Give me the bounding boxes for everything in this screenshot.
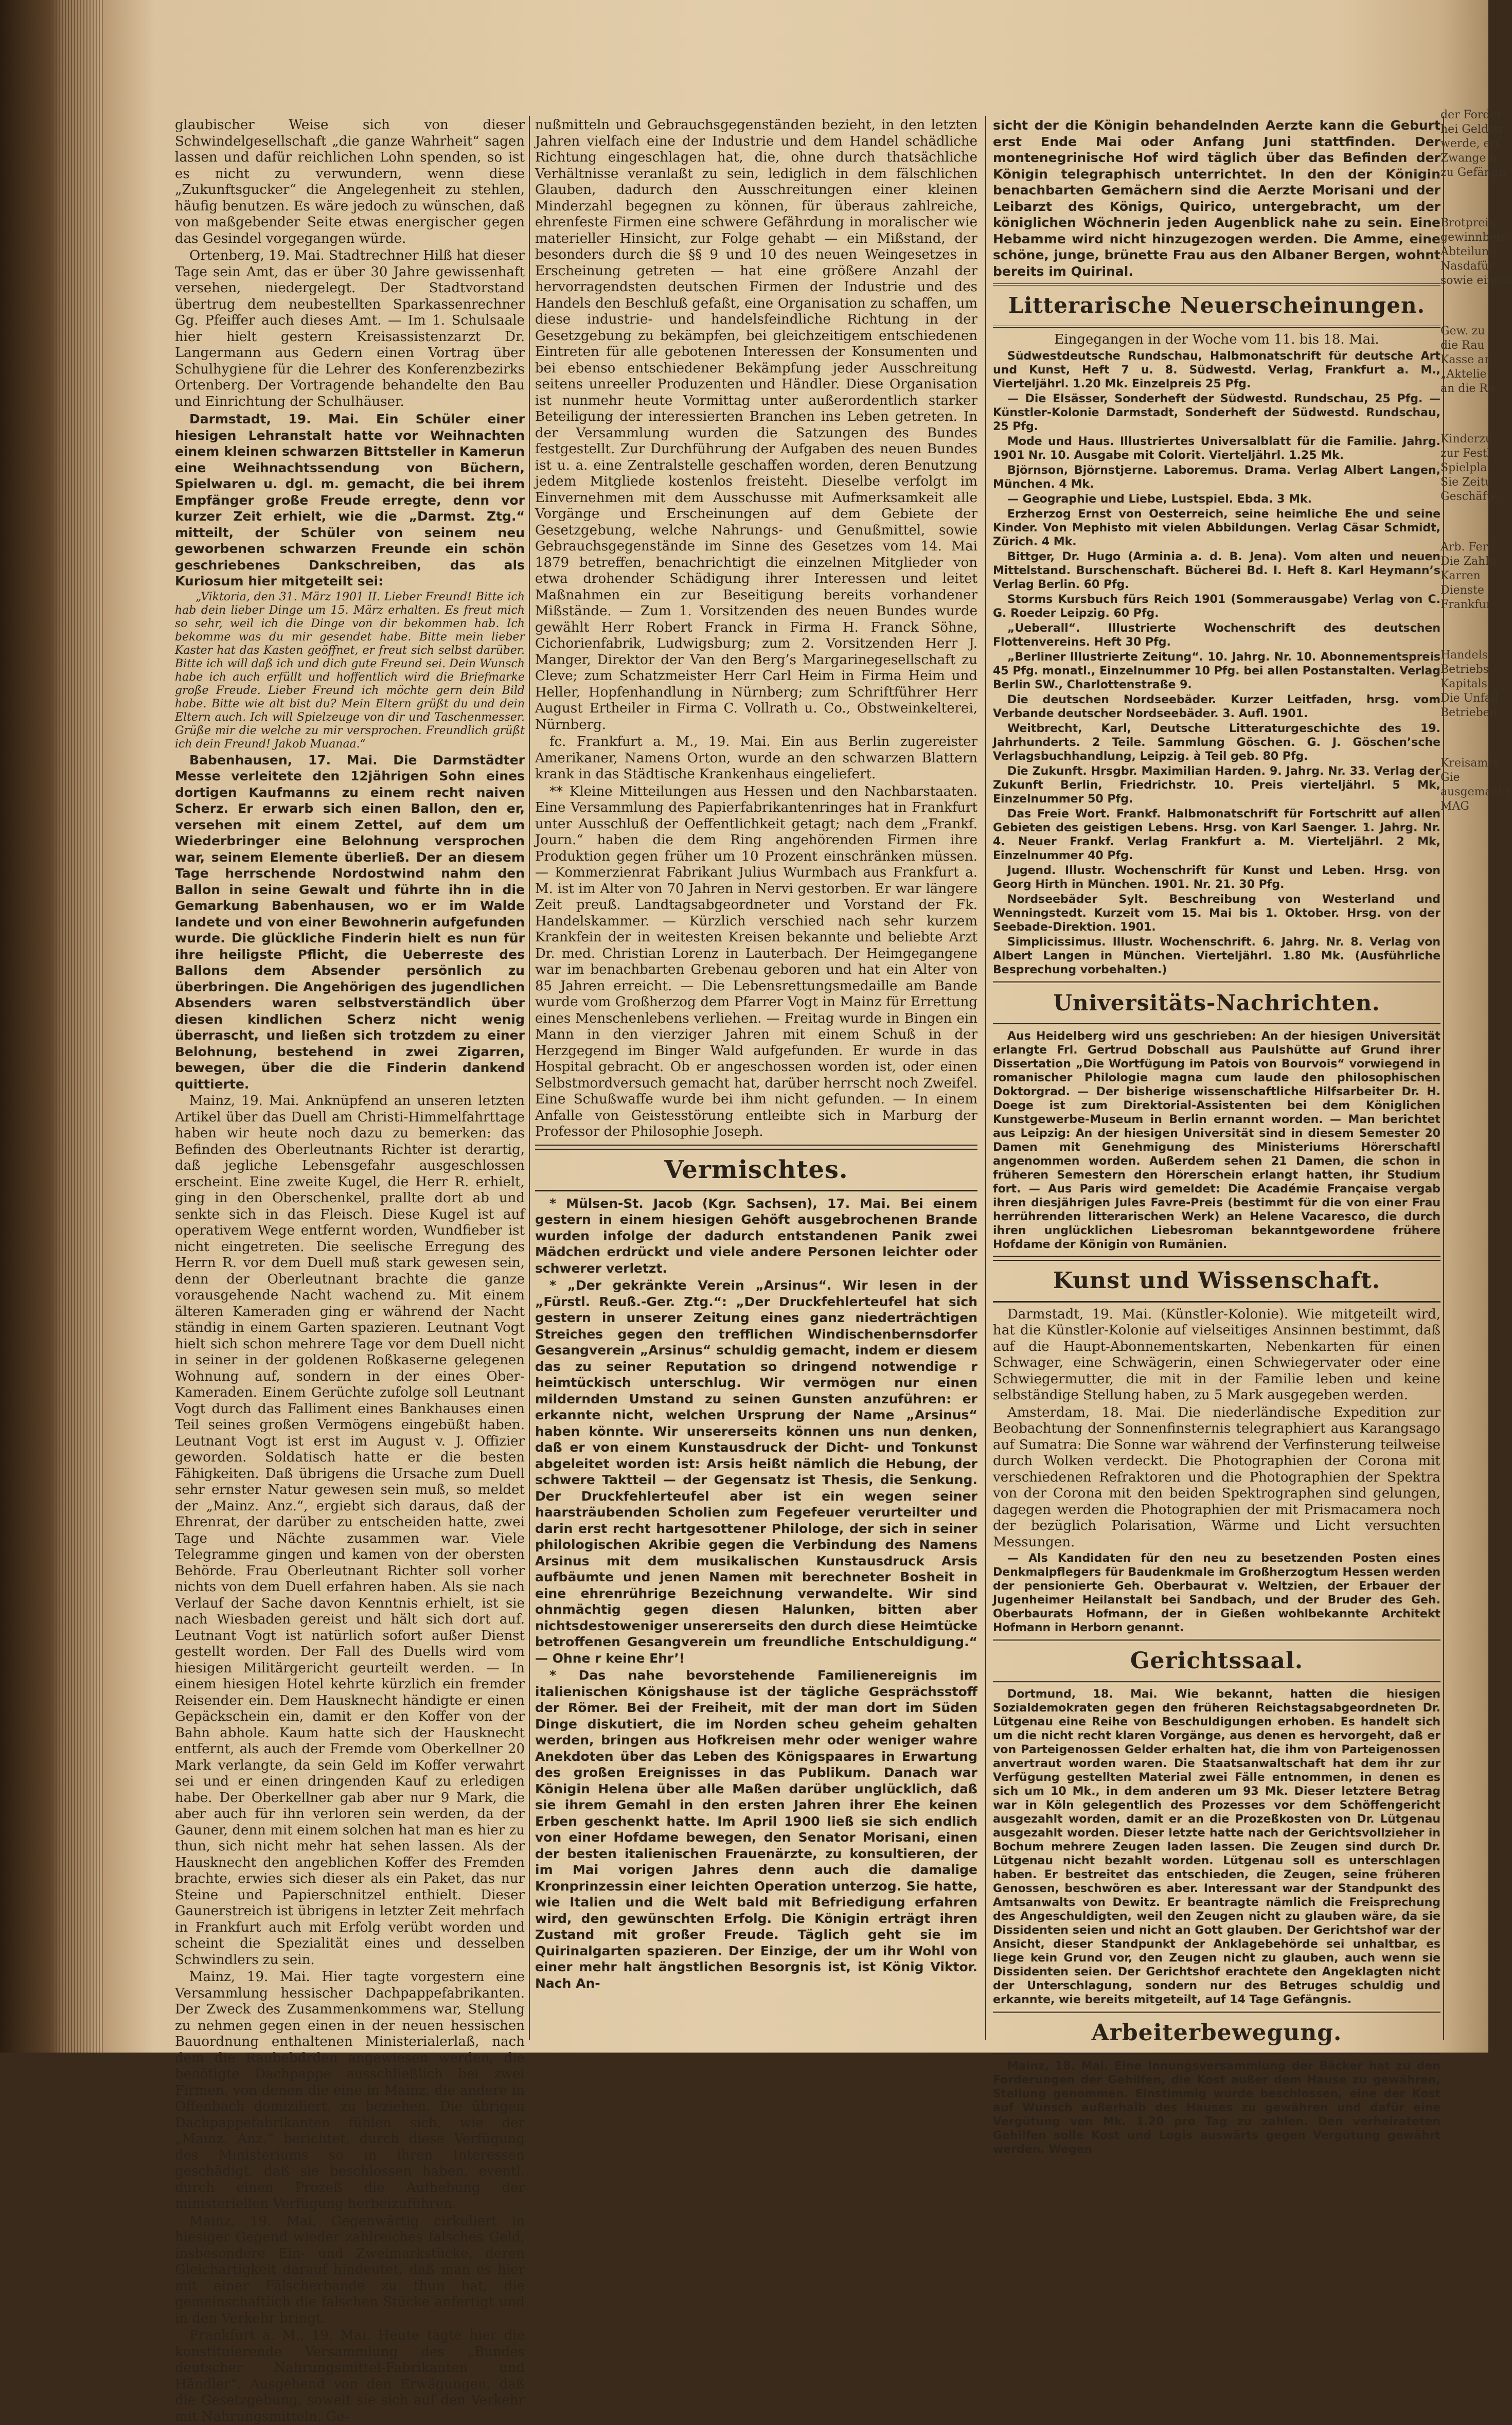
edge-fragment: werde, erf xyxy=(1440,137,1500,150)
section-heading-box xyxy=(993,1639,1440,1683)
article-paragraph: Dortmund, 18. Mai. Wie bekannt, hatten die hiesigen Sozialdemokraten gegen den früheren Reichstagsabgeordneten Dr. Lütgenau eine Reihe von Beschuldigungen erhoben. Es handelt sich um die nicht recht klaren Vorgänge, aus denen es hervorgeht, daß er von Parteigenossen Gelder erhalten hat, die ihm von Parteigenossen anvertraut worden waren. Die Staatsanwaltschaft hat dem ihr zur Verfügung gestellten Material zwei Fälle entnommen, in denen es sich um 10 Mk., in dem anderen um 93 Mk. Dieser letztere Betrag war in Köln gelegentlich des Prozesses vor dem Schöffengericht ausgezahlt worden, damit er an die Prozeßkosten von Dr. Lütgenau ausgezahlt worden. Dieser letzte hatte nach der Gerichtsvollzieher in Bochum mehrere Zeugen laden lassen. Die Zeugen sind durch Dr. Lütgenau nicht bezahlt worden. Lütgenau soll es unterschlagen haben. Er bestreitet das entschieden, die Zeugen, seine früheren Genossen, beschwören es aber. Interessant war der Standpunkt des Amtsanwalts von Dewitz. Er beantragte nämlich die Freisprechung des Angeschuldigten, weil den Zeugen nicht zu glauben wäre, da sie Dissidenten seien und nicht an Gott glauben. Der Gerichtshof war der Ansicht, dieser Standpunkt der Anklagebehörde sei unhaltbar, es liege kein Grund vor, den Zeugen nicht zu glauben, auch wenn sie Dissidenten seien. Der Gerichtshof erachtete den Angeklagten nicht der Unterschlagung, sondern nur des Betruges schuldig und erkannte, wie bereits mitgeteilt, auf 14 Tage Gefängnis. xyxy=(993,1688,1440,2006)
listing-entry: Das Freie Wort. Frankf. Halbmonatschrift für Fortschritt auf allen Gebieten des geistigen Lebens. Hrsg. von Karl Saenger. 1. Jahrg. Nr. 4. Neuer Frankf. Verlag Frankfurt a. M. Vierteljährl. 2 Mk, Einzelnummer 40 Pfg. xyxy=(993,807,1440,862)
article-paragraph: Frankfurt a. M., 19. Mai. Heute tagte hier die konstituierende Versammlung des „Bundes deutscher Nahrungsmittel-Fabrikanten und Händler“. Ausgehend von den Erwägungen, daß die Gesetzgebung, soweit sie sich auf den Verkehr mit Nahrungsmitteln, Ge- xyxy=(175,2328,525,2424)
section-heading-gerichtssaal: Gerichtssaal. xyxy=(1130,1648,1304,1674)
listing-entry: Die Zukunft. Hrsgbr. Maximilian Harden. 9. Jahrg. Nr. 33. Verlag der Zukunft Berlin, Friedrichstr. 10. Preis vierteljährl. 5 Mk, Einzelnummer 50 Pfg. xyxy=(993,764,1440,806)
quoted-letter: „Viktoria, den 31. März 1901 II. Lieber Freund! Bitte ich hab dein lieber Dinge um 15. März erhalten. Es freut mich so sehr, weil ich die Dinge von dir bekommen hab. Ich bekomme was du mir gesendet habe. Bitte mein lieber Kaster hat das Kasten geöffnet, er freut sich selbst darüber. Bitte ich will daß ich und dich gute Freund sei. Dein Wunsch habe ich auch erfüllt und hoffentlich wird die Briefmarke große Freude. Lieber Freund ich möchte gern dein Bild habe. Bitte wie alt bist du? Mein Eltern grüßt du und dein Eltern auch. Ich will Spielzeuge von dir und Taschenmesser. Grüße mir die welche zu mir versprochen. Freundlich grüßt ich dein Freund! Jakob Muanaa.“ xyxy=(175,590,525,751)
edge-fragment: Die Zahlu xyxy=(1440,555,1497,568)
article-paragraph: sicht der die Königin behandelnden Aerzte kann die Geburt erst Ende Mai oder Anfang Juni stattfinden. Der montenegrinische Hof wird täglich über das Befinden der Königin telegraphisch unterrichtet. In den der Königin benachbarten Gemächern sind die Aerzte Morisani und der Leibarzt des Königs, Quirico, untergebracht, um der königlichen Wöchnerin jeden Augenblick nahe zu sein. Eine Hebamme wird nicht hinzugezogen werden. Die Amme, eine schöne, junge, brünette Frau aus den Albaner Bergen, wohnt bereits im Quirinal. xyxy=(993,118,1440,279)
section-heading-kunst: Kunst und Wissenschaft. xyxy=(1053,1267,1381,1294)
listing-entry: Mode und Haus. Illustriertes Universalblatt für die Familie. Jahrg. 1901 Nr. 10. Ausgabe mit Colorit. Vierteljährl. 1.25 Mk. xyxy=(993,435,1440,462)
edge-fragment: an die Re xyxy=(1440,382,1495,395)
listing-entry: Erzherzog Ernst von Oesterreich, seine heimliche Ehe und seine Kinder. Von Mephisto mit vielen Abbildungen. Verlag Cäsar Schmidt, Zürich. 4 Mk. xyxy=(993,507,1440,548)
edge-fragment: Kinderzu xyxy=(1440,433,1493,445)
article-paragraph: * „Der gekränkte Verein „Arsinus“. Wir lesen in der „Fürstl. Reuß.-Ger. Ztg.“: „Der Druckfehlerteufel hat sich gestern in unserer Zeitung eines ganz niederträchtigen Streiches gegen den trefflichen Windischenbernsdorfer Gesangverein „Arsinus“ schuldig gemacht, indem er diesem das zu seiner Reputation so dringend notwendige r heimtückisch unterschlug. Wir vermögen nur einen mildernden Umstand zu seinen Gunsten anzuführen: er erkannte nicht, welchen Ursprung der Name „Arsinus“ haben könnte. Wir unsererseits können uns nun denken, daß er von einem Kunstausdruck der Dicht- und Tonkunst abgeleitet worden ist: Arsis heißt nämlich die Hebung, der schwere Taktteil — der Gegensatz ist Thesis, die Senkung. Der Druckfehlerteufel aber ist ein wegen seiner haarsträubenden Scholien zum Fegefeuer verurteilter und darin erst recht hartgesottener Philologe, der sich in seiner philologischen Akribie gegen die Verbindung des Namens Arsinus mit dem musikalischen Kunstausdruck Arsis aufbäumte und jenen Namen mit berechneter Bosheit in eine ehrenrührige Bezeichnung verwandelte. Wir sind ohnmächtig gegen diesen Halunken, bitten aber nichtsdestoweniger unsererseits den durch diese Heimtücke betroffenen Gesangverein um freundliche Entschuldigung.“ — Ohne r keine Ehr’! xyxy=(535,1278,977,1666)
edge-fragment: die Rau xyxy=(1440,339,1485,352)
article-paragraph: * Mülsen-St. Jacob (Kgr. Sachsen), 17. Mai. Bei einem gestern in einem hiesigen Gehöft ausgebrochenen Brande wurden infolge der dadurch entstandenen Panik zwei Mädchen erdrückt und viele andere Personen leichter oder schwerer verletzt. xyxy=(535,1196,977,1276)
edge-fragment: der Forder xyxy=(1440,109,1503,121)
listing-entry: Bittger, Dr. Hugo (Arminia a. d. B. Jena). Vom alten und neuen Mittelstand. Burschenschaft. Bücherei Bd. I. Heft 8. Karl Heymann’s Verlag Berlin. 60 Pfg. xyxy=(993,550,1440,591)
article-paragraph: fc. Frankfurt a. M., 19. Mai. Ein aus Berlin zugereister Amerikaner, Namens Orton, wurde an den schwarzen Blattern krank in das Städtische Krankenhaus eingeliefert. xyxy=(535,734,977,782)
article-paragraph: ** Kleine Mitteilungen aus Hessen und den Nachbarstaaten. Eine Versammlung des Papierfabrikantenringes hat in Frankfurt unter Ausschluß der Oeffentlichkeit getagt; nach dem „Frankf. Journ.“ haben die dem Ring angehörenden Firmen ihre Produktion gegen früher um 10 Prozent einschränken müssen. — Kommerzienrat Fabrikant Julius Wurmbach aus Frankfurt a. M. ist im Alter von 70 Jahren in Nervi gestorben. Er war längere Zeit preuß. Landtagsabgeordneter und Vorstand der Fk. Handelskammer. — Kürzlich verschied nach sehr kurzem Krankfein der in weitesten Kreisen bekannte und beliebte Arzt Dr. med. Christian Lorenz in Lauterbach. Der Heimgegangene war im benachbarten Grebenau geboren und hat ein Alter von 85 Jahren erreicht. — Die Lebensrettungsmedaille am Bande wurde vom Großherzog dem Pfarrer Vogt in Mainz für Errettung eines Menschenlebens verliehen. — Freitag wurde in Bingen ein Mann in den vierziger Jahren mit einem Schuß in der Herzgegend im Binger Wald aufgefunden. Er wurde in das Hospital gebracht. Ob er angeschossen worden ist, oder einen Selbstmordversuch gemacht hat, darüber herrscht noch Zweifel. Eine Schußwaffe wurde bei ihm nicht gefunden. — In einem Anfalle von Geistesstörung entleibte sich in Marburg der Professor der Philosophie Joseph. xyxy=(535,783,977,1139)
section-heading-box xyxy=(993,981,1440,1025)
edge-fragment: zu Gefängn xyxy=(1440,166,1506,179)
article-paragraph: — Als Kandidaten für den neu zu besetzenden Posten eines Denkmalpflegers für Baudenkmale im Großherzogtum Hessen werden der pensionierte Geh. Oberbaurat v. Weltzien, der Erbauer der Jugenheimer Heilanstalt bei Sandbach, und der Bruder des Geh. Oberbaurats Hofmann, der in Gießen wohlbekannte Architekt Hofmann in Herborn genannt. xyxy=(993,1552,1440,1634)
edge-fragment: Handels xyxy=(1440,649,1488,662)
edge-fragment: Brotpreis xyxy=(1440,217,1495,229)
listing-entry: „Ueberall“. Illustrierte Wochenschrift des deutschen Flottenvereins. Heft 30 Pfg. xyxy=(993,621,1440,649)
article-paragraph: Mainz, 19. Mai. Hier tagte vorgestern eine Versammlung hessischer Dachpappefabrikanten. Der Zweck des Zusammenkommens war, Stellung zu nehmen gegen einen in der neuen hessischen Bauordnung enthaltenen Ministerialerlaß, nach dem die Raubebdrden angewiesen werden, die benötigte Dachpappe ausschließlich bei zwei Firmen, von denen die eine in Mainz, die andere in Offenbach domiziliert, zu beziehen. Die übrigen Dachpappefabrikanten fühlen sich, wie der „Mainz. Anz.“ berichtet, durch diese Verfügung des Ministeriums so in ihren Interessen geschädigt, daß sie beschlossen haben, eventl. durch einen Prozeß die Aufhebung der ministeriellen Verfügung herbeizuführen. xyxy=(175,1969,525,2212)
edge-fragment: MAG xyxy=(1440,800,1469,813)
edge-fragment: Nasdafür xyxy=(1440,260,1494,273)
edge-fragment: Frankfur xyxy=(1440,598,1492,611)
article-paragraph: Amsterdam, 18. Mai. Die niederländische Expedition zur Beobachtung der Sonnenfinsternis telegraphiert aus Karangsago auf Sumatra: Die Sonne war während der Verfinsterung teilweise durch Wolken verdeckt. Die Photographien der Corona mit verschiedenen Refraktoren und die Photographien der Spektra von der Corona mit den beiden Spektrographen sind gelungen, dagegen werden die Photographien der mit Prismacamera noch der bezüglich Polarisation, Wärme und Licht versuchten Messungen. xyxy=(993,1404,1440,1550)
listing-entry: — Geographie und Liebe, Lustspiel. Ebda. 3 Mk. xyxy=(1007,492,1312,506)
edge-fragment: Betrieben xyxy=(1440,706,1497,719)
edge-fragment: Kapitals xyxy=(1440,677,1487,690)
article-paragraph: nußmitteln und Gebrauchsgegenständen bezieht, in den letzten Jahren vielfach eine der Industrie und dem Handel schädliche Richtung eingeschlagen hat, die, ohne durch thatsächliche Verhältnisse veranlaßt zu sein, lediglich in dem fälschlichen Glauben, dadurch den Ausschreitungen einer kleinen Minderzahl begegnen zu können, für überaus zahlreiche, ehrenfeste Firmen eine schwere Gefährdung in moralischer wie materieller Hinsicht, zur Folge gehabt — ein Mißstand, der besonders durch die §§ 9 und 10 des neuen Weingesetzes in Erscheinung getreten — hat eine größere Anzahl der hervorragendsten deutschen Firmen der Industrie und des Handels den Beschluß gefaßt, eine Organisation zu schaffen, um diese industrie- und handelsfeindliche Richtung in der Gesetzgebung zu bekämpfen, bei gleichzeitigem entschiedenen Eintreten für alle gebotenen Interessen der Konsumenten und bei ebenso entschiedener Bekämpfung jeder Ausschreitung seitens unreeller Produzenten und Händler. Diese Organisation ist nunmehr heute Vormittag unter außerordentlich starker Beteiligung der interessierten Branchen ins Leben getreten. In der Versammlung wurden die Satzungen des Bundes festgestellt. Zur Durchführung der Aufgaben des neuen Bundes ist u. a. eine Zentralstelle geschaffen worden, deren Benutzung jedem Mitgliede kostenlos freisteht. Dieselbe verfolgt im Einvernehmen mit dem Ausschusse mit Aufmerksamkeit alle Vorgänge und Erscheinungen auf dem Gebiete der Gesetzgebung, welche Nahrungs- und Genußmittel, sowie Gebrauchsgegenstände im Sinne des Gesetzes vom 14. Mai 1879 betreffen, benachrichtigt die einzelnen Mitglieder von etwa drohender Schädigung ihrer Interessen und leitet Maßnahmen ein zur Beseitigung bereits vorhandener Mißstände. — Zum 1. Vorsitzenden des neuen Bundes wurde gewählt Herr Robert Franck in Firma H. Franck Söhne, Cichorienfabrik, Ludwigsburg; zum 2. Vorsitzenden Herr J. Manger, Direktor der Van den Berg’s Margarinegesellschaft zu Cleve; zum Schatzmeister Herr Carl Heim in Firma Heim und Heller, Hopfenhandlung in Nürnberg; zum Schriftführer Herr August Ertheiler in Firma C. Vollrath u. Co., Obstweinkelterei, Nürnberg. xyxy=(535,117,977,733)
listing-entry: — Die Elsässer, Sonderheft der Südwestd. Rundschau, 25 Pfg. — Künstler-Kolonie Darmstadt, Sonderheft der Südwestd. Rundschau, 25 Pfg. xyxy=(993,392,1440,433)
article-paragraph: Mainz, 18. Mai. Eine Innungsversammlung der Bäcker hat zu den Forderungen der Gehilfen, die Kost außer dem Hause zu gewähren, Stellung genommen. Einstimmig wurde beschlossen, eine der Kost auf Wunsch außerhalb des Hauses zu gewähren und dafür eine Vergütung von Mk. 1.20 pro Tag zu zahlen. Den verheirateten Gehilfen solle Kost und Logis auswärts gegen Vergütung gewährt werden. Wegen xyxy=(993,2060,1440,2156)
edge-fragment: gewinnbetr xyxy=(1440,231,1506,244)
article-paragraph: glaubischer Weise sich von dieser Schwindelgesellschaft „die ganze Wahrheit“ sagen lassen und dafür reichlichen Lohn spenden, so ist es nicht zu verwundern, wenn diese „Zukunftsgucker“ die Angelegenheit zu stehlen, häufig benutzen. Es wäre jedoch zu wünschen, daß von maßgebender Seite etwas energischer gegen das Gesindel vorgegangen würde. xyxy=(175,117,525,246)
edge-fragment: Geschäfte xyxy=(1440,490,1498,503)
edge-fragment: Sie Zeitu xyxy=(1440,476,1492,489)
article-paragraph: Mainz, 19. Mai. Gegenwärtig cirkuliert in hiesiger Gegend wieder zahlreiches falsches Geld, insbesondere Ein- und Zweimarkstücke, deren Gleichartigkeit darauf hindeutet, daß man es hier mit einer Fälscherbande zu thun hat, die gemeinschaftlich die falschen Stücke anfertigt und in den Verkehr bringt. xyxy=(175,2213,525,2326)
article-paragraph: * Das nahe bevorstehende Familienereignis im italienischen Königshause ist der tägliche Gesprächsstoff der Römer. Bei der Freiheit, mit der man dort im Süden Dinge diskutiert, die im Norden scheu geheim gehalten werden, bringen aus Hofkreisen mehr oder weniger wahre Anekdoten über das Leben des Königspaares in Erwartung des großen Ereignisses in das Publikum. Danach war Königin Helena über alle Maßen darüber unglücklich, daß sie ihrem Gemahl in den ersten Jahren ihrer Ehe keinen Erben geschenkt hatte. Im April 1900 ließ sie sich endlich von einer Hofdame bewegen, den Senator Morisani, einen der besten italienischen Frauenärzte, zu konsultieren, der im Mai vorigen Jahres denn auch die damalige Kronprinzessin einer leichten Operation unterzog. Sie hatte, wie Italien und die Welt bald mit Befriedigung erfahren wird, den gewünschten Erfolg. Die Königin erträgt ihren Zustand mit großer Freude. Täglich geht sie im Quirinalgarten spazieren. Der Einzige, der um ihr Wohl von einer mehr halt ängstlichen Besorgnis ist, ist König Viktor. Nach An- xyxy=(535,1668,977,1991)
edge-fragment: Dienste xyxy=(1440,584,1485,597)
listing-entry: Nordseebäder Sylt. Beschreibung von Westerland und Wenningstedt. Kurzeit vom 15. Mai bis 1. Oktober. Hrsg. von der Seebade-Direktion. 1901. xyxy=(993,893,1440,934)
book-binding xyxy=(0,0,62,2053)
listing-entry: Südwestdeutsche Rundschau, Halbmonatschrift für deutsche Art und Kunst, Heft 7 u. 8. Südwestd. Verlag, Frankfurt a. M., Vierteljährl. 1.20 Mk. Einzelpreis 25 Pfg. xyxy=(993,349,1440,390)
edge-fragment: Die Unfall xyxy=(1440,692,1499,705)
section-heading-box xyxy=(993,283,1440,328)
column-divider xyxy=(985,116,986,2040)
listing-entry: Storms Kursbuch fürs Reich 1901 (Sommerausgabe) Verlag von C. G. Roeder Leipzig. 60 Pfg. xyxy=(993,593,1440,620)
listing-entry: Jugend. Illustr. Wochenschrift für Kunst und Leben. Hrsg. von Georg Hirth in München. 1901. Nr. 21. 30 Pfg. xyxy=(993,864,1440,891)
edge-fragment: Gew. zu xyxy=(1440,325,1485,337)
listing-entry: Die deutschen Nordseebäder. Kurzer Leitfaden, hrsg. vom Verbande deutscher Nordseebäder. 3. Aufl. 1901. xyxy=(993,693,1440,720)
article-paragraph: Babenhausen, 17. Mai. Die Darmstädter Messe verleitete den 12jährigen Sohn eines dortigen Kaufmanns zu einem recht naiven Scherz. Er erwarb sich einen Ballon, den er, versehen mit einem Zettel, auf dem um Wiederbringer eine Belohnung versprochen war, seinem Elemente überließ. Der an diesem Tage herrschende Nordostwind nahm den Ballon in seine Gewalt und führte ihn in die Gemarkung Babenhausen, wo er im Walde landete und von einer Bewohnerin aufgefunden wurde. Die glückliche Finderin hielt es nun für ihre heiligste Pflicht, die Ueberreste des Ballons dem Absender persönlich zu überbringen. Die Angehörigen des jugendlichen Absenders waren selbstverständlich über diesen kindlichen Scherz nicht wenig überrascht, und ließen sich trotzdem zu einer Belohnung, bestehend in zwei Zigarren, bewegen, über die die Finderin dankend quittierte. xyxy=(175,752,525,1092)
listing-entry: Björnson, Björnstjerne. Laboremus. Drama. Verlag Albert Langen, München. 4 Mk. xyxy=(993,463,1440,491)
section-heading-litterarische: Litterarische Neuerscheinungen. xyxy=(1008,293,1426,318)
section-rule xyxy=(993,1301,1440,1303)
article-paragraph: Darmstadt, 19. Mai. Ein Schüler einer hiesigen Lehranstalt hatte vor Weihnachten einem kleinen schwarzen Bittsteller in Kamerun eine Weihnachtssendung von Büchern, Spielwaren u. dgl. m. gemacht, die bei ihrem Empfänger große Freude erregte, denn vor kurzer Zeit erhielt, wie die „Darmst. Ztg.“ mitteilt, der Schüler von seinem neu geworbenen schwarzen Freunde ein schön geschriebenes Dankschreiben, das als Kuriosum hier mitgeteilt sei: xyxy=(175,412,525,589)
article-paragraph: Mainz, 19. Mai. Anknüpfend an unseren letzten Artikel über das Duell am Christi-Himmelfahrttage haben wir heute noch dazu zu bemerken: das Befinden des Oberleutnants Richter ist derartig, daß jegliche Lebensgefahr ausgeschlossen erscheint. Eine zweite Kugel, die Herr R. erhielt, ging in den Oberschenkel, prallte dort ab und senkte sich in das Fleisch. Diese Kugel ist auf operativem Wege entfernt worden, Wundfieber ist nicht eingetreten. Die seelische Erregung des Herrn R. vor dem Duell muß stark gewesen sein, denn der Oberleutnant brachte die ganze vorausgehende Nacht wachend zu. Mit einem älteren Kameraden ging er während der Nacht ständig in einem Garten spazieren. Leutnant Vogt hielt sich schon mehrere Tage vor dem Duell nicht in seiner in der goldenen Roßkaserne gelegenen Wohnung auf, sondern in der eines Ober-Kameraden. Einem Gerüchte zufolge soll Leutnant Vogt durch das Falliment eines Bankhauses einen Teil seines großen Vermögens eingebüßt haben. Leutnant Vogt ist erst im August v. J. Offizier geworden. Soldatisch hatte er die besten Fähigkeiten. Daß übrigens die Ursache zum Duell sehr ernster Natur gewesen sein muß, so meldet der „Mainz. Anz.“, ergiebt sich daraus, daß der Ehrenrat, der darüber zu entscheiden hatte, zwei Tage und Nächte zusammen war. Viele Telegramme gingen und kamen von der obersten Behörde. Frau Oberleutnant Richter soll vorher nichts von dem Duell erfahren haben. Als sie nach Verlauf der Sache davon Kenntnis erhielt, ist sie nach Wiesbaden gereist und hält sich dort auf. Leutnant Vogt ist natürlich sofort außer Dienst gestellt worden. Der Fall des Duells wird vom hiesigen Militärgericht geurteilt werden. — In einem hiesigen Hotel kehrte kürzlich ein fremder Reisender ein. Dem Hausknecht händigte er einen Gepäckschein ein, damit er den Koffer von der Bahn abhole. Kaum hatte sich der Hausknecht entfernt, als auch der Fremde vom Oberkellner 20 Mark verlangte, da sein Geld im Koffer verwahrt sei und er einen dringenden Kauf zu erledigen habe. Der Oberkellner gab aber nur 9 Mark, die aber auch für ihn verloren sein werden, da der Gauner, denn mit einem solchen hat man es hier zu thun, sich nicht mehr hat sehen lassen. Als der Hausknecht den angeblichen Koffer des Fremden brachte, erwies sich dieser als ein Paket, das nur Steine und Papierschnitzel enthielt. Dieser Gaunerstreich ist übrigens in letzter Zeit mehrfach in Frankfurt auch mit Erfolg verübt worden und scheint die Spezialität eines und desselben Schwindlers zu sein. xyxy=(175,1093,525,1968)
listing-entry: Weitbrecht, Karl, Deutsche Litteraturgeschichte des 19. Jahrhunderts. 2 Teile. Sammlung Göschen. G. J. Göschen’sche Verlagsbuchhandlung, Leipzig. à Teil geb. 80 Pfg. xyxy=(993,722,1440,763)
article-paragraph: Darmstadt, 19. Mai. (Künstler-Kolonie). Wie mitgeteilt wird, hat die Künstler-Kolonie auf vielseitiges Ansinnen bestimmt, daß auf die Haupt-Abonnementskarten, Nebenkarten für einen Schwager, eine Schwägerin, einen Schwiegervater oder eine Schwiegermutter, die mit in der Familie leben und keine selbständige Stellung haben, zu 5 Mark ausgegeben werden. xyxy=(993,1306,1440,1403)
edge-fragment: „Aktelie xyxy=(1440,368,1487,381)
column-3 xyxy=(993,117,1440,2156)
edge-fragment: Gie xyxy=(1440,771,1460,784)
section-heading-vermischtes: Vermischtes. xyxy=(664,1155,848,1184)
article-paragraph: Ortenberg, 19. Mai. Stadtrechner Hilß hat dieser Tage sein Amt, das er über 30 Jahre gewissenhaft versehen, niedergelegt. Der Stadtvorstand übertrug dem neubestellten Sparkassenrechner Gg. Pfeiffer auch dieses Amt. — Im 1. Schulsaale hier hielt gestern Kreisassistenzarzt Dr. Langermann aus Gedern einen Vortrag über Schulhygiene für die Lehrer des Konferenzbezirks Ortenberg. Der Vortragende behandelte den Bau und Einrichtung der Schulhäuser. xyxy=(175,248,525,409)
next-page-edge xyxy=(1440,108,1512,2053)
edge-fragment: Kreisamts xyxy=(1440,757,1499,770)
edge-fragment: ausgemacht xyxy=(1440,786,1510,798)
section-heading-arbeiter: Arbeiterbewegung. xyxy=(1091,2020,1342,2046)
edge-fragment: Arb. Ferd xyxy=(1440,541,1496,554)
edge-fragment: Zwange b xyxy=(1440,152,1497,165)
section-heading-box xyxy=(993,2011,1440,2055)
column-1 xyxy=(175,117,525,2424)
edge-fragment: Spielpla xyxy=(1440,461,1487,474)
column-2 xyxy=(535,117,977,2041)
edge-fragment: hei Geldstr xyxy=(1440,123,1504,136)
column-divider xyxy=(529,116,530,2040)
section-rule xyxy=(535,1190,977,1191)
edge-fragment: sowie einstü xyxy=(1440,274,1512,287)
edge-fragment: Karren xyxy=(1440,569,1481,582)
listing-entry: Simplicissimus. Illustr. Wochenschrift. 6. Jahrg. Nr. 8. Verlag von Albert Langen in München. Vierteljährl. 1.80 Mk. (Ausführliche Besprechung vorbehalten.) xyxy=(993,935,1440,976)
section-heading-universitaets: Universitäts-Nachrichten. xyxy=(1053,990,1380,1015)
listing-intro: Eingegangen in der Woche vom 11. bis 18. Mai. xyxy=(1054,332,1379,347)
section-rule xyxy=(535,1145,977,1150)
edge-fragment: zur Festl xyxy=(1440,447,1491,460)
listing-entry: „Berliner Illustrierte Zeitung“. 10. Jahrg. Nr. 10. Abonnementspreis 45 Pfg. monatl., Einzelnummer 10 Pfg. bei allen Postanstalten. Verlag Berlin SW., Charlottenstraße 9. xyxy=(993,650,1440,691)
edge-fragment: Abteilung xyxy=(1440,245,1497,258)
section-rule xyxy=(993,1256,1440,1261)
edge-fragment: Betriebs xyxy=(1440,663,1489,676)
article-paragraph: Aus Heidelberg wird uns geschrieben: An der hiesigen Universität erlangte Frl. Gertrud Dobschall aus Paulshütte auf Grund ihrer Dissertation „Die Wortfügung im Patois von Bourvois“ vorwiegend in romanischer Philologie magna cum laude den philosophischen Doktorgrad. — Der bisherige wissenschaftliche Hilfsarbeiter Dr. H. Doege ist zum Direktorial-Assistenten bei dem Königlichen Kunstgewerbe-Museum in Berlin ernannt worden. — Man berichtet aus Leipzig: An der hiesigen Universität sind in diesem Semester 20 Damen mit Genehmigung des Ministeriums Hörerschaftl angenommen worden. Außerdem sehen 21 Damen, die schon in früheren Semestern den Hörerschein erlangt hatten, ihr Studium fort. — Aus Paris wird gemeldet: Die Académie Française vergab ihren diesjährigen Jules Favre-Preis (bestimmt für die von einer Frau herrührenden litterarischen Werk) an Helene Vacaresco, die durch ihren unglücklichen Liebesroman bekanntgewordene frühere Hofdame der Königin von Rumänien. xyxy=(993,1029,1440,1251)
edge-fragment: Kasse an xyxy=(1440,353,1492,366)
